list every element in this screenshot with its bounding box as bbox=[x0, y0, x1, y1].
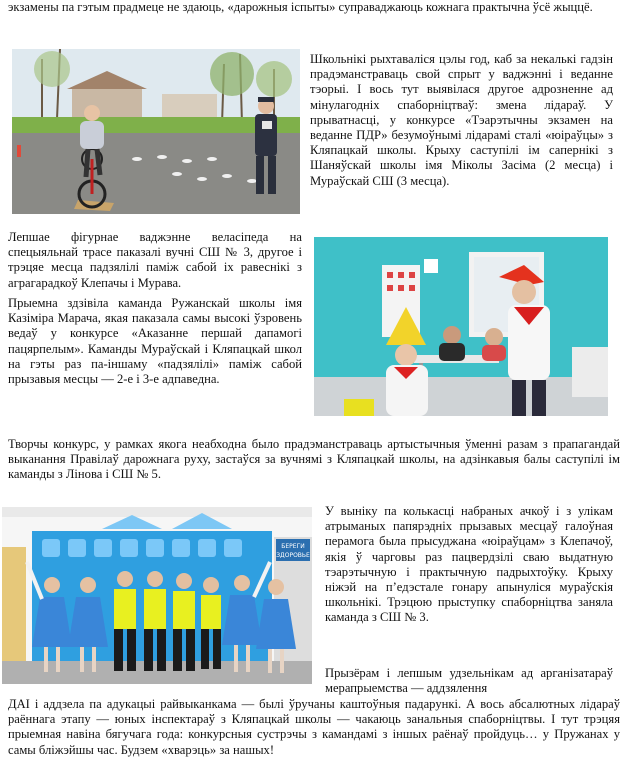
photo-bicycle-course bbox=[12, 49, 300, 214]
paragraph-figure-driving: Лепшае фігурнае ваджэнне веласіпеда на спецыяльнай трасе паказалі вучні СШ № 3, другое і трэцяе месца падзялілі паміж сабой іх равеснікі з аграгарадкоў Клепачы і Мурава. bbox=[8, 230, 302, 290]
svg-text:БЕРЕГИ: БЕРЕГИ bbox=[281, 543, 305, 550]
svg-text:ЗДОРОВЬЕ: ЗДОРОВЬЕ bbox=[276, 552, 310, 559]
paragraph-theory-exam: Школьнікі рыхтаваліся цэлы год, каб за некалькі гадзін прадэманстраваць свой спрыт у ваджэнні і веданне тэорыі. І вось тут выявілася другое адрозненне ад мінулагодніх спаборніцтваў: змена лідараў. У прыватнасці, у конкурсе «Тэарэтычны экзамен на веданне ПДР» безумоўнымі лідарамі сталі «юіраўцы» з Кляпацкай школы. Крыху саступілі ім сапернікі з Шаняўскай школы імя Міколы Засіма (2 месца) і Мураўскай СШ (3 месца). bbox=[310, 52, 613, 188]
paragraph-final-results: У выніку па колькасці набраных ачкоў і з улікам атрыманых папярэдніх прызавых месцаў галоўная перамога была прысуджана «юіраўцам» з Клепачоў, якія ў чарговы раз пацвердзілі сваю выдатную тэарэтычную і практычную падрыхтоўку. Крыху ніжэй на п’едэстале гонару апынуліся мураўскія школьнікі. Трэцюю прыступку спаборніцтва заняла каманда з СШ № 3. bbox=[325, 504, 613, 625]
photo-first-aid bbox=[314, 237, 608, 416]
paragraph-awards-start: Прызёрам і лепшым удзельнікам ад арганізатараў мерапрыемства — аддзялення bbox=[325, 666, 613, 696]
paragraph-creative-contest: Творчы конкурс, у рамках якога неабходна было прадэманстраваць артыстычныя ўменні разам з прапагандай выканання Правілаў дарожнага руху, застаўся за вучнямі з Кляпацкай школы, на адзінкавыя балы саступілі ім каманды з Лінова і СШ № 5. bbox=[8, 437, 620, 482]
paragraph-first-aid: Прыемна здзівіла каманда Ружанскай школы імя Казіміра Марача, якая паказала самы высокі ўзровень ведаў у конкурсе «Аказанне першай дапамогі пацярпелым». Каманды Мураўскай і Кляпацкай школ на гэты раз па-іншаму «падзялілі» паміж сабой прызавыя месцы — 2-е і 3-е адпаведна. bbox=[8, 296, 302, 387]
paragraph-awards-end: ДАІ і аддзела па адукацыі райвыканкама — былі ўручаны каштоўныя падарункі. А вось абсалютных лідараў раённага этапу — юных інспектараў з Кляпацкай школы — чакаюць занальныя спаборніцтвы. І тут трэцяя прыемная навіна бягучага года: конкурсныя сустрэчы з камандамі з іншых раёнаў пройдуць… у Пружанах у самы бліжэйшы час. Будзем «хварэць» за нашых! bbox=[8, 697, 620, 757]
photo-team-stage bbox=[2, 507, 312, 684]
paragraph-intro: экзамены па гэтым прадмеце не здаюць, «дарожныя іспыты» суправаджаюць кожнага практычна ўсё жыццё. bbox=[8, 0, 593, 14]
